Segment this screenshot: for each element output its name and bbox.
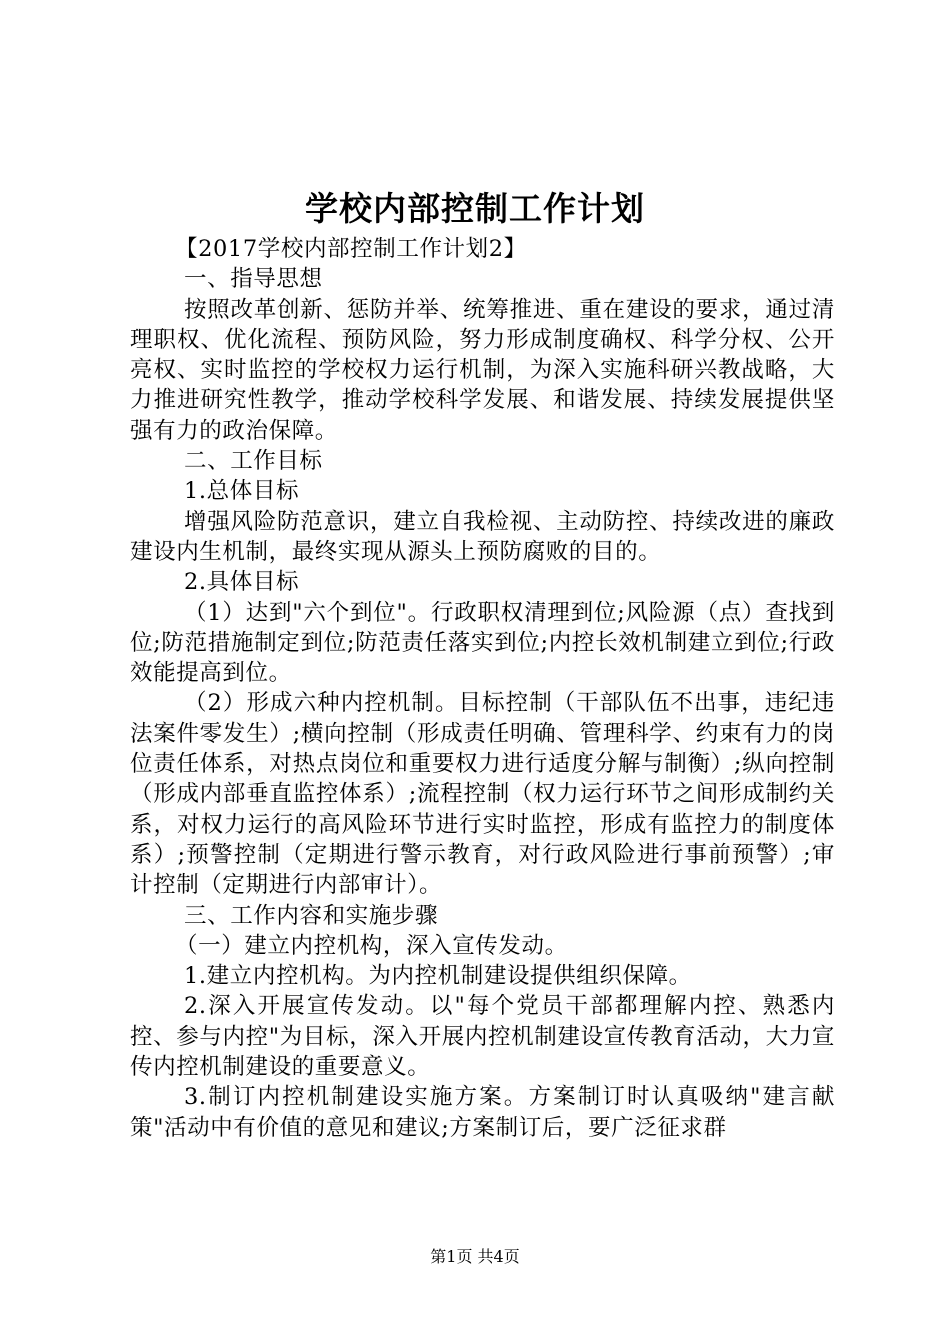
- subheading-step-one: （一）建立内控机构，深入宣传发动。: [175, 932, 568, 959]
- paragraph-item-3: 3.制订内控机制建设实施方案。方案制订时认真吸纳"建言献策"活动中有价值的意见和建议;方案制订后，要广泛征求群: [130, 1084, 835, 1141]
- paragraph-guiding-thought: 按照改革创新、惩防并举、统筹推进、重在建设的要求，通过清理职权、优化流程、预防风险，努力形成制度确权、科学分权、公开亮权、实时监控的学校权力运行机制，为深入实施科研兴教战略，大力推进研究性教学，推动学校科学发展、和谐发展、持续发展提供坚强有力的政治保障。: [130, 296, 835, 444]
- paragraph-item-2: 2.深入开展宣传发动。以"每个党员干部都理解内控、熟悉内控、参与内控"为目标，深入开展内控机制建设宣传教育活动，大力宣传内控机制建设的重要意义。: [130, 993, 835, 1081]
- document-body: [130, 234, 835, 1143]
- document-title: 学校内部控制工作计划: [305, 189, 645, 228]
- section-heading-work-goals: 二、工作目标: [184, 448, 323, 475]
- paragraph-six-in-place: （1）达到"六个到位"。行政职权清理到位;风险源（点）查找到位;防范措施制定到位;防范责任落实到位;内控长效机制建立到位;行政效能提高到位。: [130, 599, 835, 687]
- page-footer: 第1页 共4页: [430, 1247, 520, 1266]
- paragraph-six-mechanisms: （2）形成六种内控机制。目标控制（干部队伍不出事，违纪违法案件零发生）;横向控制（形成责任明确、管理科学、约束有力的岗位责任体系，对热点岗位和重要权力进行适度分解与制衡）;纵向控制（形成内部垂直监控体系）;流程控制（权力运行环节之间形成制约关系，对权力运行的高风险环节进行实时监控，形成有监控力的制度体系）;预警控制（定期进行警示教育，对行政风险进行事前预警）;审计控制（定期进行内部审计）。: [130, 690, 835, 899]
- paragraph-item-1: 1.建立内控机构。为内控机制建设提供组织保障。: [184, 963, 692, 990]
- subheading-overall-goal: 1.总体目标: [184, 478, 300, 505]
- section-heading-content-steps: 三、工作内容和实施步骤: [184, 902, 439, 929]
- paragraph-overall-goal: 增强风险防范意识，建立自我检视、主动防控、持续改进的廉政建设内生机制，最终实现从源头上预防腐败的目的。: [130, 508, 835, 565]
- paragraph-subtitle: 【2017学校内部控制工作计划2】: [175, 236, 527, 262]
- subheading-specific-goals: 2.具体目标: [184, 569, 300, 596]
- section-heading-guiding-thought: 一、指导思想: [184, 266, 323, 293]
